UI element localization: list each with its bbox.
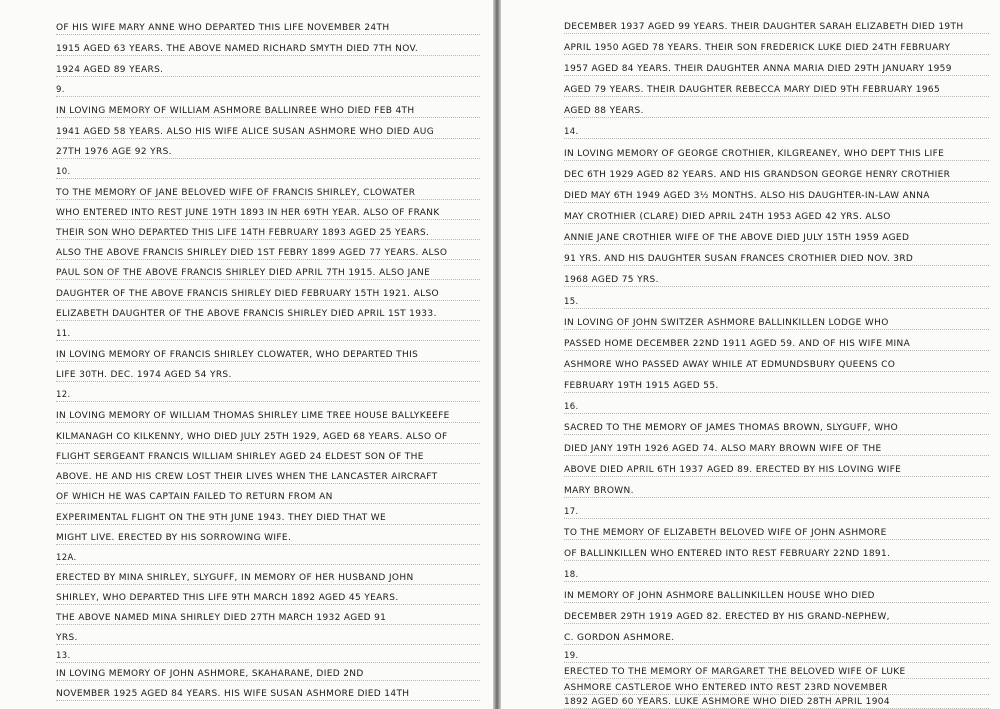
text-line: 27TH 1976 AGE 92 YRS. [56,146,480,159]
text-line: OF WHICH HE WAS CAPTAIN FAILED TO RETURN FROM AN [56,491,480,504]
text-line: ASHMORE CASTLEROE WHO ENTERED INTO REST 23RD NOVEMBER [564,682,989,695]
text-line: YRS. [56,632,480,645]
text-line: ANNIE JANE CROTHIER WIFE OF THE ABOVE DIED JULY 15TH 1959 AGED [564,232,989,245]
text-line: OF BALLINKILLEN WHO ENTERED INTO REST FEBRUARY 22ND 1891. [564,548,989,561]
text-line: 1892 AGED 60 YEARS. LUKE ASHMORE WHO DIED 28TH APRIL 1904 [564,696,989,709]
book-gutter [493,0,501,709]
left-page [0,0,493,709]
text-line: THEIR SON WHO DEPARTED THIS LIFE 14TH FEBRUARY 1893 AGED 25 YEARS. [56,227,480,240]
text-line: ELIZABETH DAUGHTER OF THE ABOVE FRANCIS SHIRLEY DIED APRIL 1ST 1933. [56,308,480,321]
text-line: FLIGHT SERGEANT FRANCIS WILLIAM SHIRLEY AGED 24 ELDEST SON OF THE [56,451,480,464]
text-line: THE ABOVE NAMED MINA SHIRLEY DIED 27TH MARCH 1932 AGED 91 [56,612,480,625]
entry-number: 9. [56,84,480,97]
text-line: MARY BROWN. [564,485,989,498]
text-line: DIED MAY 6TH 1949 AGED 3½ MONTHS. ALSO HIS DAUGHTER-IN-LAW ANNA [564,190,989,203]
text-line: IN LOVING MEMORY OF WILLIAM THOMAS SHIRLEY LIME TREE HOUSE BALLYKEEFE [56,410,480,423]
entry-number: 19. [564,650,989,663]
text-line: ASHMORE WHO PASSED AWAY WHILE AT EDMUNDSBURY QUEENS CO [564,359,989,372]
text-line: C. GORDON ASHMORE. [564,632,989,645]
entry-number: 17. [564,506,989,519]
entry-number: 15. [564,296,989,309]
entry-number: 14. [564,126,989,139]
text-line: 91 YRS. AND HIS DAUGHTER SUSAN FRANCES CROTHIER DIED NOV. 3RD [564,253,989,266]
text-line: IN LOVING MEMORY OF WILLIAM ASHMORE BALLINREE WHO DIED FEB 4TH [56,105,480,118]
text-line: AGED 79 YEARS. THEIR DAUGHTER REBECCA MARY DIED 9TH FEBRUARY 1965 [564,84,989,97]
entry-number: 12. [56,389,480,402]
text-line: ABOVE DIED APRIL 6TH 1937 AGED 89. ERECTED BY HIS LOVING WIFE [564,464,989,477]
text-line: ERECTED TO THE MEMORY OF MARGARET THE BELOVED WIFE OF LUKE [564,666,989,679]
text-line: SHIRLEY, WHO DEPARTED THIS LIFE 9TH MARCH 1892 AGED 45 YEARS. [56,592,480,605]
text-line: 1915 AGED 63 YEARS. THE ABOVE NAMED RICHARD SMYTH DIED 7TH NOV. [56,43,480,56]
text-line: APRIL 1950 AGED 78 YEARS. THEIR SON FREDERICK LUKE DIED 24TH FEBRUARY [564,42,989,55]
text-line: DAUGHTER OF THE ABOVE FRANCIS SHIRLEY DIED FEBRUARY 15TH 1921. ALSO [56,288,480,301]
text-line: 1941 AGED 58 YEARS. ALSO HIS WIFE ALICE SUSAN ASHMORE WHO DIED AUG [56,126,480,139]
text-line: PASSED HOME DECEMBER 22ND 1911 AGED 59. AND OF HIS WIFE MINA [564,338,989,351]
text-line: SACRED TO THE MEMORY OF JAMES THOMAS BROWN, SLYGUFF, WHO [564,422,989,435]
text-line: DECEMBER 29TH 1919 AGED 82. ERECTED BY HIS GRAND-NEPHEW, [564,611,989,624]
text-line: TO THE MEMORY OF JANE BELOVED WIFE OF FRANCIS SHIRLEY, CLOWATER [56,187,480,200]
text-line: AGED 88 YEARS. [564,105,989,118]
text-line: DIED JANY 19TH 1926 AGED 74. ALSO MARY BROWN WIFE OF THE [564,443,989,456]
entry-number: 11. [56,328,480,341]
text-line: 1957 AGED 84 YEARS. THEIR DAUGHTER ANNA MARIA DIED 29TH JANUARY 1959 [564,63,989,76]
text-line: IN LOVING MEMORY OF FRANCIS SHIRLEY CLOWATER, WHO DEPARTED THIS [56,349,480,362]
text-line: OF HIS WIFE MARY ANNE WHO DEPARTED THIS LIFE NOVEMBER 24TH [56,22,480,35]
text-line: KILMANAGH CO KILKENNY, WHO DIED JULY 25TH 1929, AGED 68 YEARS. ALSO OF [56,431,480,444]
text-line: TO THE MEMORY OF ELIZABETH BELOVED WIFE OF JOHN ASHMORE [564,527,989,540]
text-line: IN MEMORY OF JOHN ASHMORE BALLINKILLEN HOUSE WHO DIED [564,590,989,603]
text-line: 1968 AGED 75 YRS. [564,274,989,287]
entry-number: 13. [56,650,480,663]
text-line: PAUL SON OF THE ABOVE FRANCIS SHIRLEY DIED APRIL 7TH 1915. ALSO JANE [56,267,480,280]
text-line: MAY CROTHIER (CLARE) DIED APRIL 24TH 1953 AGED 42 YRS. ALSO [564,211,989,224]
entry-number: 12A. [56,552,480,565]
right-page [501,0,1000,709]
text-line: IN LOVING MEMORY OF JOHN ASHMORE, SKAHARANE, DIED 2ND [56,668,480,681]
text-line: ABOVE. HE AND HIS CREW LOST THEIR LIVES WHEN THE LANCASTER AIRCRAFT [56,471,480,484]
text-line: IN LOVING MEMORY OF GEORGE CROTHIER, KILGREANEY, WHO DEPT THIS LIFE [564,148,989,161]
text-line: DEC 6TH 1929 AGED 82 YEARS. AND HIS GRANDSON GEORGE HENRY CROTHIER [564,169,989,182]
text-line: IN LOVING OF JOHN SWITZER ASHMORE BALLINKILLEN LODGE WHO [564,317,989,330]
text-line: FEBRUARY 19TH 1915 AGED 55. [564,380,989,393]
entry-number: 10. [56,166,480,179]
text-line: MIGHT LIVE. ERECTED BY HIS SORROWING WIFE. [56,532,480,545]
text-line: 1924 AGED 89 YEARS. [56,64,480,77]
entry-number: 16. [564,401,989,414]
text-line: DECEMBER 1937 AGED 99 YEARS. THEIR DAUGHTER SARAH ELIZABETH DIED 19TH [564,21,989,34]
entry-number: 18. [564,569,989,582]
text-line: EXPERIMENTAL FLIGHT ON THE 9TH JUNE 1943. THEY DIED THAT WE [56,512,480,525]
text-line: ERECTED BY MINA SHIRLEY, SLYGUFF, IN MEMORY OF HER HUSBAND JOHN [56,572,480,585]
text-line: WHO ENTERED INTO REST JUNE 19TH 1893 IN HER 69TH YEAR. ALSO OF FRANK [56,207,480,220]
text-line: LIFE 30TH. DEC. 1974 AGED 54 YRS. [56,369,480,382]
text-line: NOVEMBER 1925 AGED 84 YEARS. HIS WIFE SUSAN ASHMORE DIED 14TH [56,688,480,701]
text-line: ALSO THE ABOVE FRANCIS SHIRLEY DIED 1ST FEBRY 1899 AGED 77 YEARS. ALSO [56,247,480,260]
